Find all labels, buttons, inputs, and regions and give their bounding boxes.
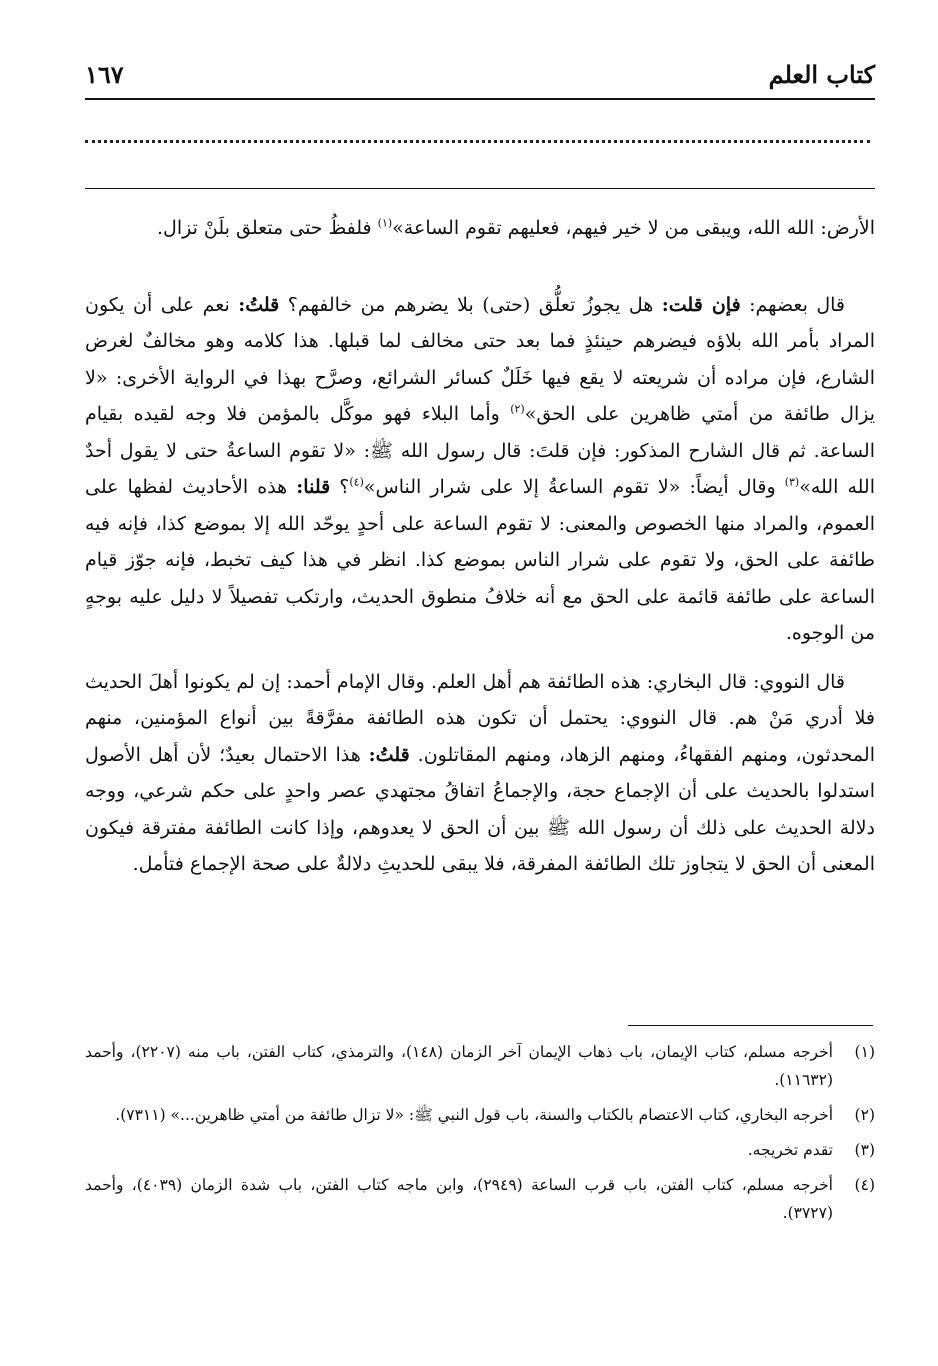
- dotted-separator: [85, 140, 870, 143]
- main-text: [85, 210, 875, 883]
- footnote-number: (٤): [854, 1176, 875, 1194]
- footnote-text: تقدم تخريجه.: [747, 1141, 833, 1159]
- footnote-ref-1[interactable]: (١): [377, 216, 393, 230]
- footnote-text: أخرجه مسلم، كتاب الفتن، باب قرب الساعة (٢٩٤٩)، وابن ماجه كتاب الفتن، باب شدة الزمان (٤٠٣٩)، وأحمد (٣٧٢٧).: [85, 1176, 833, 1222]
- footnote-4: [85, 1171, 875, 1227]
- footnote-2: [85, 1101, 875, 1129]
- footnotes: [85, 1038, 875, 1234]
- footnote-ref-3[interactable]: (٣): [784, 475, 800, 489]
- paragraph-1: الأرض: الله الله، ويبقى من لا خير فيهم، فعليهم تقوم الساعة»$^{(١)}$ فلفظُ حتى متعلق بلَنْ تزال.: [156, 216, 875, 239]
- footnote-rule: [628, 1025, 873, 1026]
- page-number: ١٦٧: [85, 60, 124, 89]
- footnote-3: [85, 1136, 875, 1164]
- header-rule: [85, 98, 875, 100]
- footnote-text: أخرجه مسلم، كتاب الإيمان، باب ذهاب الإيمان آخر الزمان (١٤٨)، والترمذي، كتاب الفتن، باب منه (٢٢٠٧)، وأحمد (١١٦٣٢).: [85, 1043, 833, 1089]
- footnote-text: أخرجه البخاري، كتاب الاعتصام بالكتاب والسنة، باب قول النبي ﷺ: «لا تزال طائفة من أمتي ظاهرين...» (٧٣١١).: [115, 1106, 833, 1124]
- book-title: كتاب العلم: [768, 60, 875, 89]
- footnote-ref-4[interactable]: (٤): [349, 475, 364, 489]
- footnote-ref-2[interactable]: (٢): [510, 402, 525, 416]
- paragraph-2: قال بعضهم: فإن قلت: هل يجوزُ تعلُّق (حتى) بلا يضرهم من خالفهم؟ قلتُ: نعم على أن يكون المراد بأمر الله بلاؤه فيضرهم حينئذٍ فما بعد حتى مخالف لما قبلها. هذا كلامه وهو مخالفٌ لغرض الشارع، فإن مراده أن شريعته لا يقع فيها خَلَلٌ كسائر الشرائع، وصرَّح بهذا في الرواية الأخرى: «لا يزال طائفة من أمتي ظاهرين على الحق»$^{(٢)}$ وأما البلاء فهو موكَّل بالمؤمن فلا وجه لقيده بقيام الساعة. ثم قال الشارح المذكور: فإن قلتَ: قال رسول الله ﷺ: «لا تقوم الساعةُ حتى لا يقول أحدٌ الله الله»$^{(٣)}$ وقال أيضاً: «لا تقوم الساعةُ إلا على شرار الناس»$^{(٤)}$؟ قلنا: هذه الأحاديث لفظها على العموم، والمراد منها الخصوص والمعنى: لا تقوم الساعة على أحدٍ يوحّد الله إلا بموضع كذا، فإنه فيه طائفة على الحق، ولا تقوم على شرار الناس بموضع كذا. انظر في هذا كيف تخبط، فإنه جوّز قيام الساعة على طائفة قائمة على الحق مع أنه خلافُ منطوق الحديث، وارتكب تفصيلاً لا دليل عليه بوجهٍ من الوجوه.: [85, 293, 876, 644]
- paragraph-3: قال النووي: قال البخاري: هذه الطائفة هم أهل العلم. وقال الإمام أحمد: إن لم يكونوا أهلَ الحديث فلا أدري مَنْ هم. قال النووي: يحتمل أن تكون هذه الطائفة مفرَّقةً بين أنواع المؤمنين، منهم المحدثون، ومنهم الفقهاءُ، ومنهم الزهاد، ومنهم المقاتلون. قلتُ: هذا الاحتمال بعيدٌ؛ لأن أهل الأصول استدلوا بالحديث على أن الإجماع حجة، والإجماعُ اتفاقُ مجتهدي عصر واحدٍ على حكم شرعي، ووجه دلالة الحديث على ذلك أن رسول الله ﷺ بين أن الحق لا يعدوهم، وإذا كانت الطائفة مفترقة فيكون المعنى أن الحق لا يتجاوز تلك الطائفة المفرقة، فلا يبقى للحديثِ دلالةٌ على صحة الإجماع فتأمل.: [85, 670, 875, 875]
- footnote-number: (٣): [854, 1141, 875, 1159]
- page-header: [85, 58, 875, 96]
- footnote-number: (٢): [854, 1106, 875, 1124]
- section-rule: [85, 188, 875, 189]
- footnote-number: (١): [854, 1043, 875, 1061]
- footnote-1: [85, 1038, 875, 1094]
